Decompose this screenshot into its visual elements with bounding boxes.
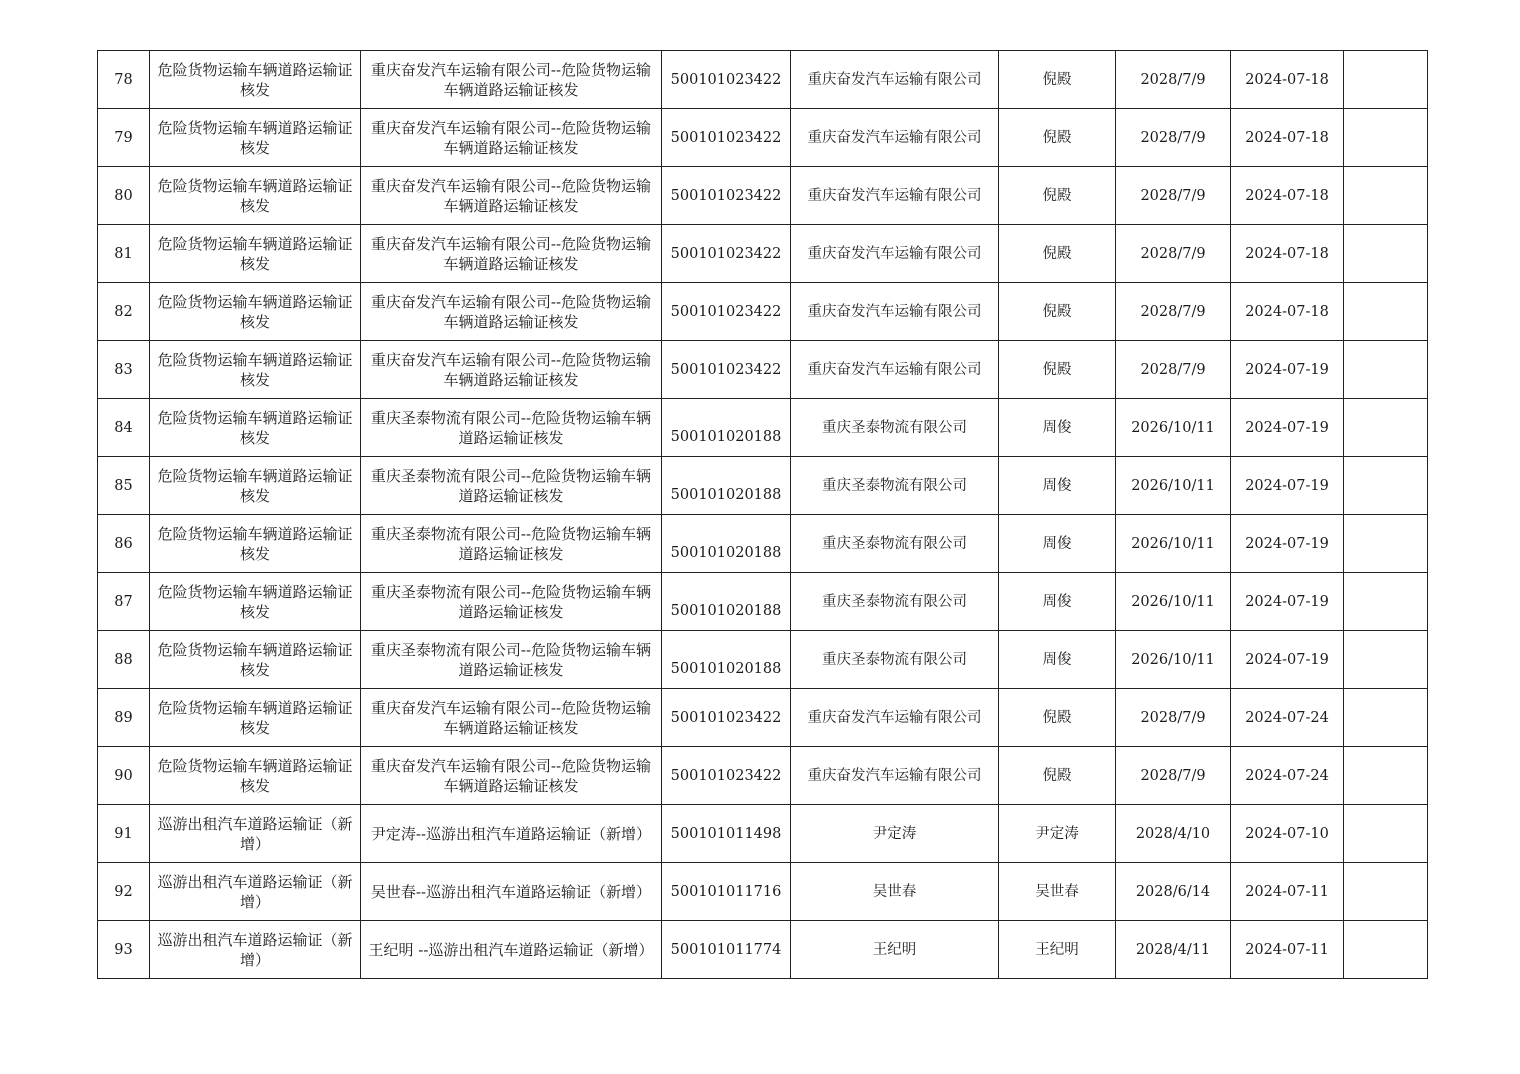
legal-person-cell: 周俊 [999, 399, 1116, 457]
legal-person-cell: 倪殿 [999, 51, 1116, 109]
license-code-cell: 500101020188 [662, 399, 791, 457]
issue-date-cell: 2024-07-11 [1231, 863, 1344, 921]
remark-cell [1344, 573, 1428, 631]
expiry-date-cell: 2026/10/11 [1116, 631, 1231, 689]
license-code-cell: 500101023422 [662, 225, 791, 283]
remark-cell [1344, 283, 1428, 341]
legal-person-cell: 倪殿 [999, 225, 1116, 283]
service-item-cell: 危险货物运输车辆道路运输证核发 [150, 225, 361, 283]
expiry-date-cell: 2028/4/11 [1116, 921, 1231, 979]
row-number-cell: 90 [98, 747, 150, 805]
expiry-date-cell: 2028/7/9 [1116, 747, 1231, 805]
license-code-cell: 500101011498 [662, 805, 791, 863]
license-code-cell: 500101023422 [662, 341, 791, 399]
project-name-cell: 重庆圣泰物流有限公司--危险货物运输车辆道路运输证核发 [361, 631, 662, 689]
expiry-date-cell: 2026/10/11 [1116, 573, 1231, 631]
table-row [98, 283, 1428, 341]
remark-cell [1344, 805, 1428, 863]
row-number-cell: 82 [98, 283, 150, 341]
expiry-date-cell: 2026/10/11 [1116, 515, 1231, 573]
remark-cell [1344, 631, 1428, 689]
table-row [98, 921, 1428, 979]
row-number-cell: 79 [98, 109, 150, 167]
license-code-cell: 500101023422 [662, 51, 791, 109]
service-item-cell: 危险货物运输车辆道路运输证核发 [150, 399, 361, 457]
legal-person-cell: 倪殿 [999, 341, 1116, 399]
expiry-date-cell: 2028/6/14 [1116, 863, 1231, 921]
legal-person-cell: 倪殿 [999, 283, 1116, 341]
row-number-cell: 89 [98, 689, 150, 747]
remark-cell [1344, 515, 1428, 573]
service-item-cell: 危险货物运输车辆道路运输证核发 [150, 747, 361, 805]
legal-person-cell: 倪殿 [999, 689, 1116, 747]
service-item-cell: 危险货物运输车辆道路运输证核发 [150, 689, 361, 747]
row-number-cell: 85 [98, 457, 150, 515]
service-item-cell: 巡游出租汽车道路运输证（新增） [150, 863, 361, 921]
remark-cell [1344, 167, 1428, 225]
project-name-cell: 重庆奋发汽车运输有限公司--危险货物运输车辆道路运输证核发 [361, 283, 662, 341]
issue-date-cell: 2024-07-19 [1231, 631, 1344, 689]
expiry-date-cell: 2026/10/11 [1116, 457, 1231, 515]
row-number-cell: 86 [98, 515, 150, 573]
expiry-date-cell: 2026/10/11 [1116, 399, 1231, 457]
issue-date-cell: 2024-07-19 [1231, 457, 1344, 515]
applicant-cell: 重庆奋发汽车运输有限公司 [791, 341, 999, 399]
project-name-cell: 重庆奋发汽车运输有限公司--危险货物运输车辆道路运输证核发 [361, 689, 662, 747]
issue-date-cell: 2024-07-19 [1231, 515, 1344, 573]
service-item-cell: 巡游出租汽车道路运输证（新增） [150, 805, 361, 863]
applicant-cell: 吴世春 [791, 863, 999, 921]
document-page [97, 50, 1427, 979]
applicant-cell: 重庆奋发汽车运输有限公司 [791, 167, 999, 225]
table-row [98, 51, 1428, 109]
license-code-cell: 500101023422 [662, 283, 791, 341]
license-code-cell: 500101023422 [662, 167, 791, 225]
project-name-cell: 重庆奋发汽车运输有限公司--危险货物运输车辆道路运输证核发 [361, 109, 662, 167]
license-code-cell: 500101011774 [662, 921, 791, 979]
project-name-cell: 重庆奋发汽车运输有限公司--危险货物运输车辆道路运输证核发 [361, 51, 662, 109]
applicant-cell: 重庆奋发汽车运输有限公司 [791, 283, 999, 341]
project-name-cell: 重庆圣泰物流有限公司--危险货物运输车辆道路运输证核发 [361, 457, 662, 515]
legal-person-cell: 吴世春 [999, 863, 1116, 921]
service-item-cell: 危险货物运输车辆道路运输证核发 [150, 51, 361, 109]
expiry-date-cell: 2028/7/9 [1116, 109, 1231, 167]
service-item-cell: 危险货物运输车辆道路运输证核发 [150, 167, 361, 225]
issue-date-cell: 2024-07-18 [1231, 51, 1344, 109]
expiry-date-cell: 2028/7/9 [1116, 283, 1231, 341]
expiry-date-cell: 2028/7/9 [1116, 51, 1231, 109]
table-row [98, 341, 1428, 399]
project-name-cell: 重庆奋发汽车运输有限公司--危险货物运输车辆道路运输证核发 [361, 225, 662, 283]
service-item-cell: 危险货物运输车辆道路运输证核发 [150, 515, 361, 573]
applicant-cell: 重庆圣泰物流有限公司 [791, 457, 999, 515]
table-row [98, 573, 1428, 631]
applicant-cell: 重庆圣泰物流有限公司 [791, 515, 999, 573]
license-code-cell: 500101011716 [662, 863, 791, 921]
table-row [98, 631, 1428, 689]
row-number-cell: 92 [98, 863, 150, 921]
table-row [98, 689, 1428, 747]
service-item-cell: 危险货物运输车辆道路运输证核发 [150, 457, 361, 515]
issue-date-cell: 2024-07-18 [1231, 283, 1344, 341]
table-row [98, 109, 1428, 167]
row-number-cell: 83 [98, 341, 150, 399]
remark-cell [1344, 399, 1428, 457]
remark-cell [1344, 109, 1428, 167]
project-name-cell: 吴世春--巡游出租汽车道路运输证（新增） [361, 863, 662, 921]
row-number-cell: 84 [98, 399, 150, 457]
applicant-cell: 重庆奋发汽车运输有限公司 [791, 109, 999, 167]
expiry-date-cell: 2028/4/10 [1116, 805, 1231, 863]
issue-date-cell: 2024-07-18 [1231, 167, 1344, 225]
issue-date-cell: 2024-07-18 [1231, 109, 1344, 167]
applicant-cell: 重庆圣泰物流有限公司 [791, 399, 999, 457]
service-item-cell: 危险货物运输车辆道路运输证核发 [150, 283, 361, 341]
project-name-cell: 重庆圣泰物流有限公司--危险货物运输车辆道路运输证核发 [361, 399, 662, 457]
issue-date-cell: 2024-07-24 [1231, 747, 1344, 805]
row-number-cell: 93 [98, 921, 150, 979]
project-name-cell: 王纪明 --巡游出租汽车道路运输证（新增） [361, 921, 662, 979]
table-row [98, 863, 1428, 921]
legal-person-cell: 王纪明 [999, 921, 1116, 979]
legal-person-cell: 倪殿 [999, 747, 1116, 805]
service-item-cell: 巡游出租汽车道路运输证（新增） [150, 921, 361, 979]
service-item-cell: 危险货物运输车辆道路运输证核发 [150, 573, 361, 631]
applicant-cell: 重庆奋发汽车运输有限公司 [791, 747, 999, 805]
row-number-cell: 80 [98, 167, 150, 225]
table-row [98, 225, 1428, 283]
table-row [98, 457, 1428, 515]
license-code-cell: 500101023422 [662, 747, 791, 805]
table-row [98, 515, 1428, 573]
table-row [98, 747, 1428, 805]
legal-person-cell: 周俊 [999, 573, 1116, 631]
table-row [98, 399, 1428, 457]
applicant-cell: 重庆奋发汽车运输有限公司 [791, 51, 999, 109]
table-row [98, 805, 1428, 863]
records-table [97, 50, 1428, 979]
service-item-cell: 危险货物运输车辆道路运输证核发 [150, 109, 361, 167]
service-item-cell: 危险货物运输车辆道路运输证核发 [150, 631, 361, 689]
expiry-date-cell: 2028/7/9 [1116, 225, 1231, 283]
issue-date-cell: 2024-07-11 [1231, 921, 1344, 979]
project-name-cell: 尹定涛--巡游出租汽车道路运输证（新增） [361, 805, 662, 863]
applicant-cell: 重庆奋发汽车运输有限公司 [791, 689, 999, 747]
issue-date-cell: 2024-07-19 [1231, 573, 1344, 631]
legal-person-cell: 倪殿 [999, 109, 1116, 167]
row-number-cell: 88 [98, 631, 150, 689]
row-number-cell: 87 [98, 573, 150, 631]
expiry-date-cell: 2028/7/9 [1116, 341, 1231, 399]
project-name-cell: 重庆圣泰物流有限公司--危险货物运输车辆道路运输证核发 [361, 573, 662, 631]
remark-cell [1344, 689, 1428, 747]
license-code-cell: 500101020188 [662, 573, 791, 631]
table-row [98, 167, 1428, 225]
applicant-cell: 重庆圣泰物流有限公司 [791, 631, 999, 689]
issue-date-cell: 2024-07-10 [1231, 805, 1344, 863]
legal-person-cell: 倪殿 [999, 167, 1116, 225]
license-code-cell: 500101023422 [662, 109, 791, 167]
applicant-cell: 重庆圣泰物流有限公司 [791, 573, 999, 631]
remark-cell [1344, 51, 1428, 109]
remark-cell [1344, 457, 1428, 515]
remark-cell [1344, 747, 1428, 805]
row-number-cell: 91 [98, 805, 150, 863]
expiry-date-cell: 2028/7/9 [1116, 689, 1231, 747]
expiry-date-cell: 2028/7/9 [1116, 167, 1231, 225]
remark-cell [1344, 921, 1428, 979]
issue-date-cell: 2024-07-19 [1231, 341, 1344, 399]
row-number-cell: 81 [98, 225, 150, 283]
issue-date-cell: 2024-07-19 [1231, 399, 1344, 457]
license-code-cell: 500101020188 [662, 515, 791, 573]
license-code-cell: 500101023422 [662, 689, 791, 747]
applicant-cell: 尹定涛 [791, 805, 999, 863]
applicant-cell: 重庆奋发汽车运输有限公司 [791, 225, 999, 283]
legal-person-cell: 尹定涛 [999, 805, 1116, 863]
applicant-cell: 王纪明 [791, 921, 999, 979]
issue-date-cell: 2024-07-18 [1231, 225, 1344, 283]
remark-cell [1344, 863, 1428, 921]
remark-cell [1344, 225, 1428, 283]
legal-person-cell: 周俊 [999, 515, 1116, 573]
row-number-cell: 78 [98, 51, 150, 109]
service-item-cell: 危险货物运输车辆道路运输证核发 [150, 341, 361, 399]
legal-person-cell: 周俊 [999, 457, 1116, 515]
license-code-cell: 500101020188 [662, 457, 791, 515]
legal-person-cell: 周俊 [999, 631, 1116, 689]
project-name-cell: 重庆奋发汽车运输有限公司--危险货物运输车辆道路运输证核发 [361, 747, 662, 805]
project-name-cell: 重庆奋发汽车运输有限公司--危险货物运输车辆道路运输证核发 [361, 167, 662, 225]
issue-date-cell: 2024-07-24 [1231, 689, 1344, 747]
project-name-cell: 重庆奋发汽车运输有限公司--危险货物运输车辆道路运输证核发 [361, 341, 662, 399]
license-code-cell: 500101020188 [662, 631, 791, 689]
remark-cell [1344, 341, 1428, 399]
project-name-cell: 重庆圣泰物流有限公司--危险货物运输车辆道路运输证核发 [361, 515, 662, 573]
records-table-body [98, 51, 1428, 979]
